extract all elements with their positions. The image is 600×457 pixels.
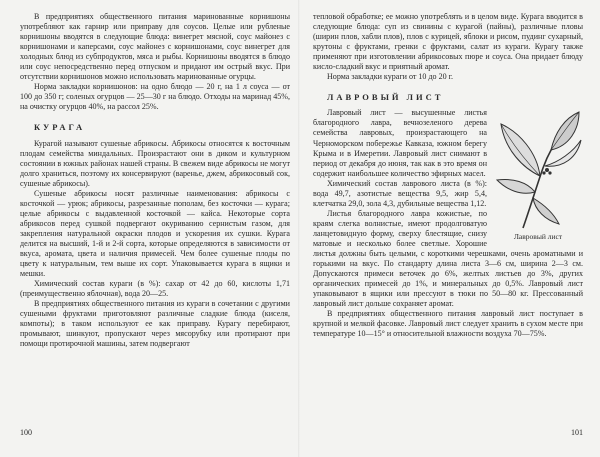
left-paragraph-3: Курагой называют сушеные абрикосы. Абрикосы относятся к восточным плодам семейства миндальных. Произрастают они в диком и культурном состоянии в южных районах нашей страны. В свежем виде абрикосы не могут долго храниться, поэтому их консервируют (варенье, джем, абрикосовый сок, сушеные абрикосы).	[20, 138, 290, 188]
section-heading-lavr: ЛАВРОВЫЙ ЛИСТ	[327, 92, 444, 103]
left-paragraph-2: Норма закладки корнишонов: на одно блюдо — 20 г, на 1 л соуса — от 100 до 350 г; соленых огурцов — 25—30 г на блюдо. Отходы на маринад 45%, на очистку огурцов 40%, на рассол 25%.	[20, 82, 290, 112]
right-page	[313, 12, 583, 444]
bay-leaf-figure	[493, 110, 583, 242]
right-paragraph-6: В предприятиях общественного питания лавровый лист поступает в крупной и мелкой фасовке. Лавровый лист следует хранить в сухом месте при температуре 10—15° и относительной влажности воздуха 70—75%.	[313, 309, 583, 339]
page-number-left: 100	[20, 427, 32, 437]
left-paragraph-6: В предприятиях общественного питания из кураги в сочетании с другими сушеными фруктами приготовляют различные сладкие блюда (киселя, компоты); в таком используют ее как приправу. Курагу перебирают, промывают, шинкуют, пропускают через мясорубку или протирают при помощи протирочной машины, затем подвергают	[20, 299, 290, 349]
right-paragraph-4: Химический состав лаврового листа (в %): вода 49,7, азотистые вещества 9,5, жир 5,4, клетчатка 29,0, зола 4,3, дубильные вещества 1,12.	[313, 178, 487, 208]
left-paragraph-5: Химический состав кураги (в %): сахар от 42 до 60, кислоты 1,71 (преимущественно яблочная), вода 20—25.	[20, 279, 290, 299]
page-number-right: 101	[571, 427, 583, 437]
right-paragraph-2: Норма закладки кураги от 10 до 20 г.	[327, 72, 454, 82]
section-heading-kuraga: КУРАГА	[34, 122, 86, 133]
left-paragraph-4: Сушеные абрикосы носят различные наименования: абрикосы с косточкой — урюк; абрикосы, разрезанные пополам, без косточки — курага; целые абрикосы с выдавленной косточкой — кайса. Некоторые сорта абрикосов перед сушкой подвергают окуриванию сернистым газом, для закрепления натуральной окраски плодов и ускорения их сушки. Курага делится на высший, 1-й и 2-й сорта, которые определяются в зависимости от вкуса, аромата, цвета и наличия примесей. Чем более сушеные плоды по цвету к натуральным, тем выше их сорт. Упаковывается курага в ящики и мешки.	[20, 188, 290, 279]
book-gutter	[298, 0, 300, 457]
left-page	[20, 12, 290, 444]
bay-leaf-illustration	[493, 110, 583, 230]
right-paragraph-1: тепловой обработке; ее можно употреблять и в целом виде. Курага вводится в следующие блюда: суп из свинины с курагой (пайны), различные пловы (ширин плов, хабли плов), плов с курицей, яблоки и рисом, пудинг сухарный, крутоны с фруктами, гренки с фруктами, салат из кураги. Курагу также применяют при изготовлении абрикосовых пюре и соуса. Она придает блюду кисло-сладкий вкус и приятный аромат.	[313, 12, 583, 72]
left-paragraph-1: В предприятиях общественного питания маринованные корнишоны употребляют как гарнир или приправу для соусов. Целые или рубленые корнишоны вводятся в следующие блюда: винегрет мясной, соус майонез с корнишонами и каперсами, соус майонез с корнишонами, соус винегрет для холодных блюд из субпродуктов, мяса и рыбы. Корнишоны вводятся в блюдо или соус непосредственно перед отпуском и придают им острый вкус. При отсутствии корнишонов можно использовать маринованные огурцы.	[20, 12, 290, 82]
figure-caption: Лавровый лист	[513, 232, 563, 242]
right-paragraph-5: Листья благородного лавра кожистые, по краям слегка волнистые, имеют продолговатую ланцетовидную форму, сверху блестящие, снизу матовые и несколько более светлые. Хорошие листья должны быть целыми, с короткими черешками, очень ароматными и горькими на вкус. По стандарту длина листа 3—6 см, ширина 2—3 см. Допускаются примеси веточек до 6%, желтых листьев до 3%, других органических примесей до 1%, и минеральных до 0,5%. Лавровый лист упаковывают в ящики или прессуют в тюки по 50—80 кг. Прессованный лавровый лист дольше сохраняет аромат.	[313, 208, 583, 309]
right-paragraph-3: Лавровый лист — высушенные листья благородного лавра, вечнозеленого дерева семейства лавровых, произрастающего на Черноморском побережье Кавказа, южном берегу Крыма и в Имеретии. Лавровый лист снимают в период от декабря до июня, так как в это время он содержит наибольшее количество эфирных масел.	[313, 108, 487, 178]
